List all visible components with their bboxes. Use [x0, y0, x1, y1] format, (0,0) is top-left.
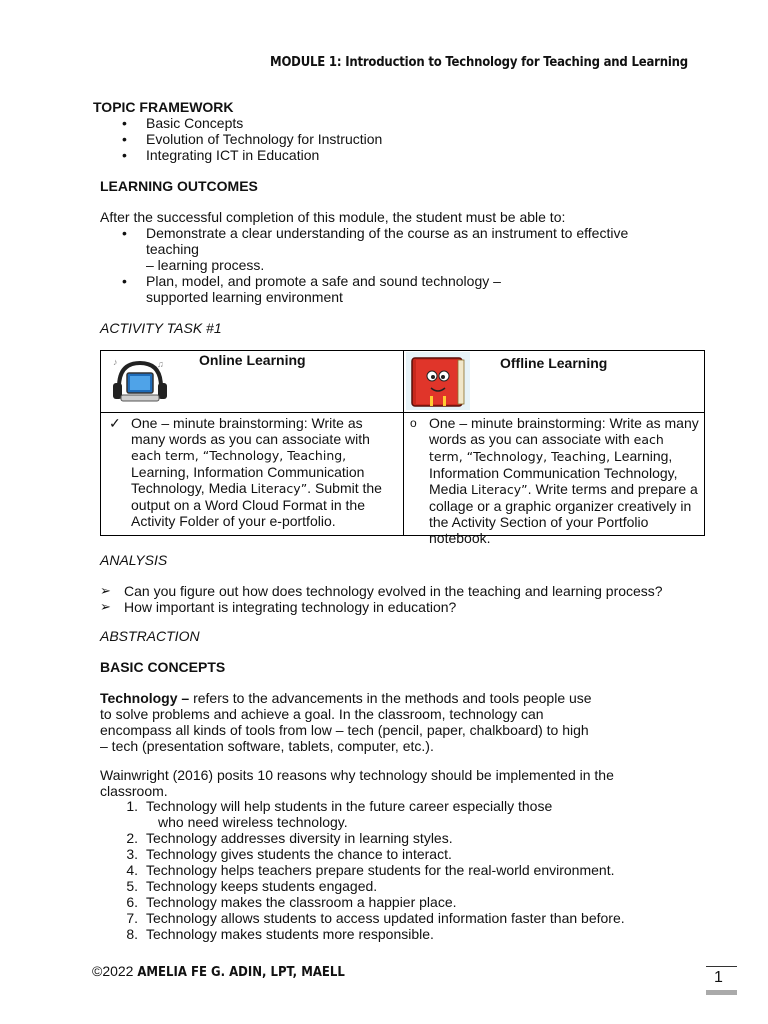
- item-number: 7.: [126, 910, 138, 926]
- task-terms: Literacy”.: [250, 481, 312, 496]
- definition-text: – tech (presentation software, tablets, computer, etc.).: [100, 738, 434, 754]
- item-text: Technology helps teachers prepare students for the real-world environment.: [146, 862, 615, 878]
- item-number: 2.: [126, 830, 138, 846]
- learning-outcomes-list: [100, 225, 700, 305]
- wainwright-intro: [100, 767, 660, 799]
- item-text: Technology will help students in the future career especially those: [146, 798, 553, 814]
- item-text: Technology allows students to access updated information faster than before.: [146, 910, 625, 926]
- offline-learning-title: Offline Learning: [500, 355, 608, 371]
- task-text: One – minute brainstorming: Write as many words as you can associate with: [429, 415, 699, 447]
- author-name: AMELIA FE G. ADIN, LPT, MAELL: [137, 965, 345, 980]
- topic-framework-heading: TOPIC FRAMEWORK: [93, 99, 234, 115]
- item-number: 4.: [126, 862, 138, 878]
- list-item: [100, 862, 700, 878]
- list-item: [100, 273, 700, 305]
- item-number: 6.: [126, 894, 138, 910]
- list-item: [100, 894, 700, 910]
- list-item: • Integrating ICT in Education: [100, 147, 660, 163]
- page-number: 1: [714, 969, 723, 986]
- page-number-bar: [706, 990, 737, 995]
- task-terms: each term, “Technology, Teaching,: [131, 448, 347, 463]
- list-item: [100, 846, 700, 862]
- online-learning-header: [101, 351, 403, 412]
- item-number: 1.: [126, 798, 138, 814]
- copyright: ©2022: [92, 963, 138, 979]
- outcome-line: • Plan, model, and promote a safe and sound technology –: [146, 273, 501, 289]
- svg-text:♫: ♫: [157, 359, 164, 369]
- list-item: [100, 830, 700, 846]
- list-item: • Evolution of Technology for Instruction: [100, 131, 660, 147]
- item-text: Technology gives students the chance to interact.: [146, 846, 452, 862]
- online-task-text: [131, 415, 396, 529]
- abstraction-label: ABSTRACTION: [100, 628, 200, 644]
- learning-outcomes-heading: LEARNING OUTCOMES: [100, 178, 258, 194]
- outcome-line: supported learning environment: [146, 289, 343, 305]
- activity-table: [100, 350, 705, 546]
- list-item: [100, 910, 700, 926]
- circle-bullet-icon: o: [410, 416, 417, 430]
- basic-concepts-heading: BASIC CONCEPTS: [100, 659, 226, 675]
- svg-text:♪: ♪: [113, 357, 118, 367]
- item-number: 5.: [126, 878, 138, 894]
- topic-framework-list: [100, 115, 660, 163]
- task-terms: Literacy”.: [471, 482, 532, 497]
- task-text: Write terms and prepare a collage or a graphic organizer creatively in the Activity Section of your Portfolio notebook.: [429, 481, 698, 546]
- list-item: [100, 798, 700, 830]
- outcome-line: teaching: [146, 241, 199, 257]
- task-text: Learning, Information Communication Technology, Media: [131, 464, 365, 496]
- list-item: ➢ How important is integrating technology in education?: [100, 599, 720, 615]
- page-number-rule: [706, 966, 737, 967]
- task-terms: each term, “Technology, Teaching,: [429, 432, 664, 464]
- headphone-computer-icon: [107, 353, 173, 409]
- list-item: • Basic Concepts: [100, 115, 660, 131]
- intro-text: classroom.: [100, 783, 168, 799]
- outcome-line: – learning process.: [146, 257, 265, 273]
- item-text: Technology makes students more responsible.: [146, 926, 434, 942]
- item-number: 3.: [126, 846, 138, 862]
- item-text: Technology addresses diversity in learning styles.: [146, 830, 453, 846]
- item-text: Technology makes the classroom a happier place.: [146, 894, 457, 910]
- term-technology: Technology –: [100, 690, 190, 706]
- definition-text: refers to the advancements in the methods and tools people use: [189, 690, 592, 706]
- task-text: Learning, Information Communication Technology, Media: [429, 448, 678, 497]
- online-learning-title: Online Learning: [199, 352, 306, 368]
- footer-credit: [92, 963, 345, 981]
- module-header: MODULE 1: Introduction to Technology for Teaching and Learning: [270, 55, 688, 70]
- list-item: [100, 225, 700, 273]
- task-text: Submit the output on a Word Cloud Format in the Activity Folder of your e-portfolio.: [131, 480, 382, 529]
- offline-learning-task: [404, 413, 704, 546]
- item-text: who need wireless technology.: [158, 814, 348, 830]
- offline-learning-header: [404, 351, 704, 412]
- online-learning-task: [101, 413, 403, 535]
- list-item: [100, 926, 700, 942]
- analysis-label: ANALYSIS: [100, 552, 168, 568]
- analysis-questions: [100, 583, 720, 615]
- offline-task-text: [429, 415, 701, 546]
- activity-task-label: ACTIVITY TASK #1: [100, 320, 222, 336]
- outcome-line: • Demonstrate a clear understanding of the course as an instrument to effective: [146, 225, 629, 241]
- item-number: 8.: [126, 926, 138, 942]
- book-character-icon: [406, 352, 470, 410]
- task-text: One – minute brainstorming: Write as many words as you can associate with: [131, 415, 370, 447]
- technology-definition: [100, 690, 620, 754]
- definition-text: encompass all kinds of tools from low – tech (pencil, paper, chalkboard) to high: [100, 722, 589, 738]
- check-icon: ✓: [109, 415, 121, 431]
- learning-outcomes-intro: After the successful completion of this module, the student must be able to:: [100, 209, 566, 225]
- item-text: Technology keeps students engaged.: [146, 878, 378, 894]
- intro-text: Wainwright (2016) posits 10 reasons why technology should be implemented in the: [100, 767, 614, 783]
- reasons-list: [100, 798, 700, 942]
- list-item: ➢ Can you figure out how does technology evolved in the teaching and learning process?: [100, 583, 720, 599]
- list-item: [100, 878, 700, 894]
- definition-text: to solve problems and achieve a goal. In the classroom, technology can: [100, 706, 544, 722]
